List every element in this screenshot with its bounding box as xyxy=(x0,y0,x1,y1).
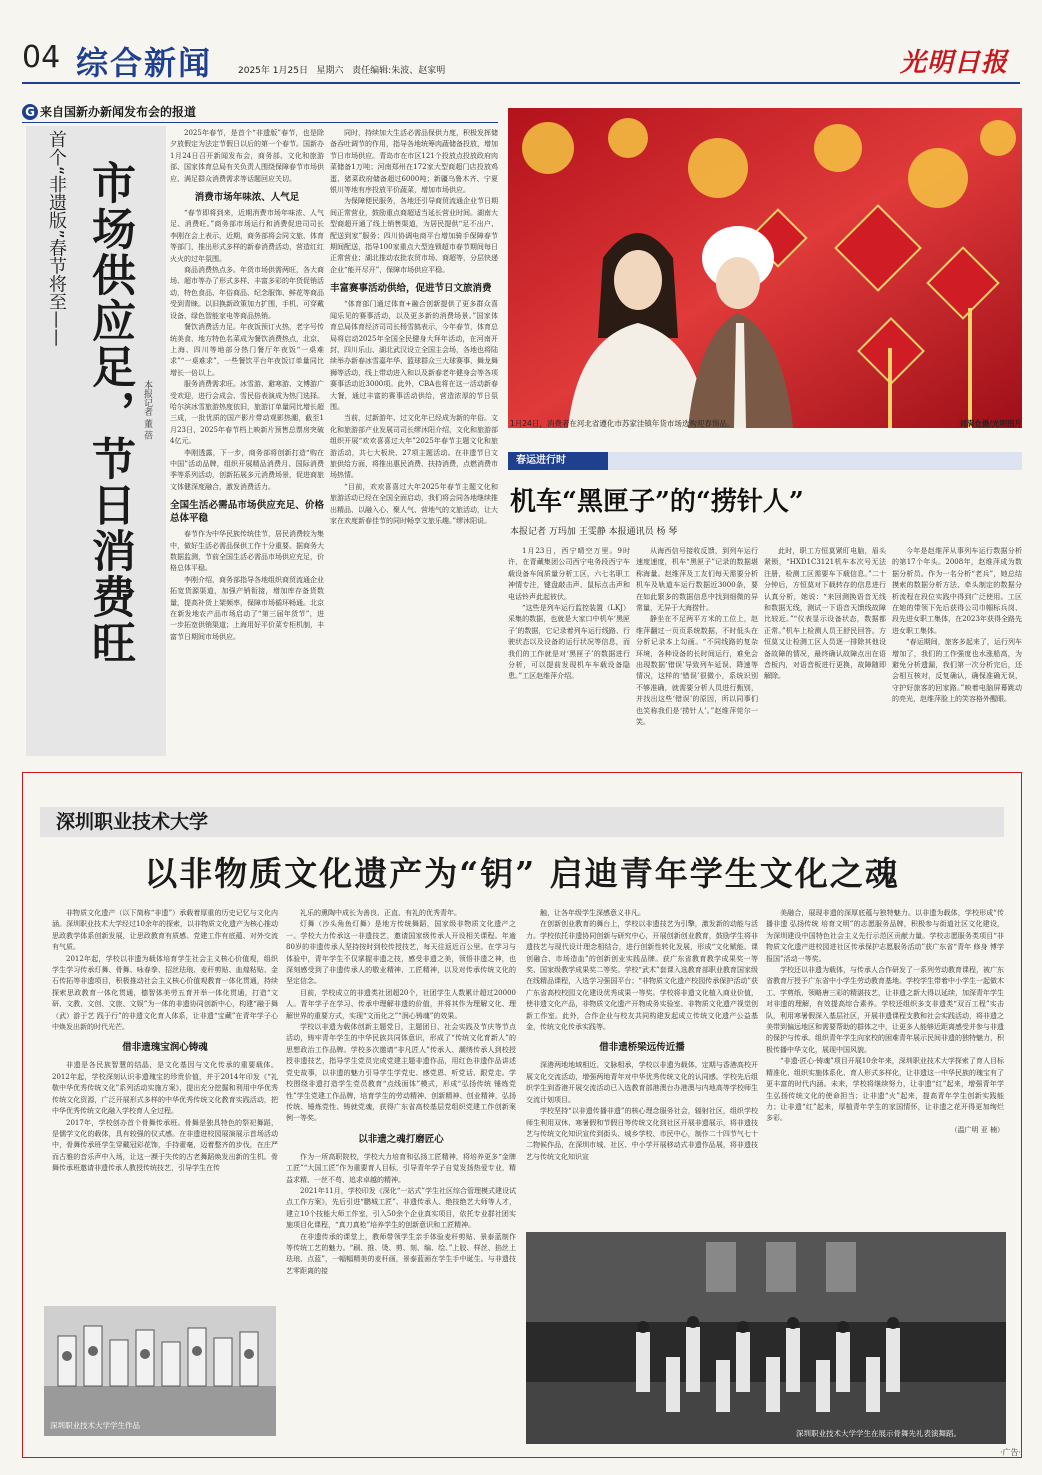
sz-column-3 xyxy=(526,908,758,1224)
header-meta xyxy=(238,63,445,76)
market-para: 服务消费需求旺。冰雪游、避寒游、文博游广受欢迎，进行会成会、雪民俗表演成为热门选择。哈尔滨冰雪旅游热度依旧，旅游订单量同比增长超三成，一批优质的国产影片带动观影热潮，截至1月23日，2025年春节档上映新片预售总票房突破4亿元。 xyxy=(170,380,324,446)
market-para: 同时，持续加大生活必需品保供力度，积极发挥储备吞吐调节的作用，指导各地统筹肉蔬储备投放，增加节日市场供应。青岛市在市区121个投放点投放政府肉菜储备1万吨；河南郑州在172家大型商超门店投放鸡蛋、猪菜政府储备超过6000吨；新疆乌鲁木齐、宁夏银川等地有序投放平价蔬菜，增加市场供应。 xyxy=(330,129,498,195)
sz-column-2 xyxy=(286,908,516,1438)
issue-weekday: 星期六 xyxy=(316,66,344,76)
market-para: 为保障便民服务，各地还引导商贸流通企业节日期间正常营业，鼓励重点商超适当延长营业时间。湖南大型商超开通了线上销售渠道，为居民提供“足不出户、配送到家”服务；四川协调电商平台增加骑手保障春节期间配送，指导100家重点大型连锁超市春节期间每日正常营业；湖北推动农批农贸市场、商超等，分层快递企业“能开尽开”，保障市场供应平稳。 xyxy=(330,197,498,274)
market-para: “体育部门通过体育+融合创新提供了更多群众喜闻乐见的赛事活动，以及更多新的消费场景。”国家体育总局体育经济司司长杨雪鸫表示，今年春节，体育总局将启动2025年全国全民健身大拜年活动，在河南开封、四川乐山、湖北武汉设立全国主会场，各地也将陆续举办新春冰雪嘉年华、篮球群众三大球赛事、舞龙舞狮等活动，线上带动进入和以及新春老年健身会等各项赛事活动近3000项。此外，CBA也将在这一活动新春大餐，通过丰富的赛事活动供给，营造浓厚的节日氛围。 xyxy=(330,300,498,411)
spring-column-4 xyxy=(892,546,1022,754)
sz-para: 触，让各年级学生深感意义非凡。 xyxy=(540,909,645,917)
sz-para: 美融合，展现非遗的深厚底蕴与独特魅力。以非遗为载体，学校形成“传播非遗 弘扬传统 培育文明”的志愿服务品牌，积极参与街道社区文化建设，为深圳建设中国特色社会主义先行示范区贡献力量。学校志愿服务类项目“非物质文化遗产进校园进社区传承保护志愿服务活动”获广东省“青年 修身 博学 报国”活动一等奖。 xyxy=(766,909,1004,963)
tag-g-icon: G xyxy=(22,104,38,120)
market-para: 商品消费热点多。年货市场供需两旺，各大商场、超市等办了形式多样、丰富多彩的年货促销活动，特色食品、年俗商品、纪念服饰、鲜花等商品受到青睐。以旧换新政策加力扩围，手机、可穿戴设备、绿色智能家电等商品热销。 xyxy=(170,266,324,320)
sz-para: 2017年，学校创办首个骨舞传承班。骨舞是独具特色的祭祀舞蹈，是儒学文化的载体，具有较强的仪式感。在非遗进校园展演展示首场活动中，骨舞传承班学生穿戴冠彩花饰，手持翟毫，迈着整齐的步伐，在庄严而古雅的音乐声中入场，让这一濒于失传的古老舞蹈焕发出新的生机。骨舞传承班邀请非遗传承人教授传统技艺，引导学生在传 xyxy=(52,1118,278,1173)
report-tag-rule xyxy=(22,122,498,123)
header-rule xyxy=(22,82,1020,84)
market-byline: 本报记者 董 蓓 xyxy=(142,380,152,440)
spring-column-3 xyxy=(764,546,886,754)
advertorial-headline: 以非物质文化遗产为“钥” 启迪青年学生文化之魂 xyxy=(144,854,900,893)
sz-subhead-2: 以非遗之魂打磨匠心 xyxy=(358,1133,444,1145)
sz-para: 在创新创业教育的舞台上，学校以非遗技艺为引擎，激发新的动能与活力。学校依托非遗协同创新与研究中心，开展创新创业教育，鼓励学生将非遗技艺与现代设计理念相结合，进行创新性转化发展，形成“文化赋能、课创融合、市场造血”的创新创业实践品牌。获广东省教育教学成果奖一等奖、国家级教学成果奖二等奖。学校“武术”套课入选教育部职业教育国家级在线精品课程，入选学习强国平台；“非物质文化遗产校园传承保护活动”获广东省高校校园文化建设优秀成果一等奖。学校将非遗文化植入商业价值，使非遗文化产品，非物质文化遗产开物成务实验室、非物质文化遗产视觉创新工作室。此外，合作企业与校友共同构建发起成立传统文化遗产公益基金，传统文化传承实践等。 xyxy=(526,920,758,1032)
crafts-illustration xyxy=(44,1306,276,1436)
market-lead: 2025年春节，是首个“非遗版”春节，也是除夕放假定为法定节假日以后的第一个春节。国新办1月24日召开新闻发布会，商务部、文化和旅游部、国家体育总局有关负责人围绕保障春节市场供应、满足群众消费需求等话题回应关切。 xyxy=(170,129,324,183)
editors: 责任编辑:朱波、赵家明 xyxy=(352,66,446,76)
sz-column-4 xyxy=(766,908,1004,1224)
sz-para: “非遗·匠心·铸魂”项目开展10余年来，深圳职业技术大学探索了育人目标精准化、组织实施体系化、育人形式多样化，让非遗这一中华民族的瑰宝有了更丰富的时代内涵。未来，学校将继续努力，让非遗“红”起来，增强青年学生弘扬传统文化的使命担当；让非遗“火”起来，提高青年学生创新实践能力；让非遗“红”起来，厚植青年学生的家国情怀，让非遗之花开得更加绚烂多彩。 xyxy=(766,1057,1004,1123)
issue-date: 2025年 1月25日 xyxy=(238,66,308,76)
market-headline: 市场供应足，节日消费旺 xyxy=(84,160,135,666)
sz-para: 学校坚持“以非遗传播非遗”的核心理念服务社会，辐射社区，组织学校师生利用双休、寒暑假和节假日等传统文化到社区开展非遗展示，将非遗技艺与传统文化知识宣传到街头、城乡学校、市民中心，制作二十四节气七十二物候作品，在深圳市城、社区、中小学开展移动式非遗作品展，将非遗技艺与传统文化知识宣 xyxy=(526,1107,758,1161)
sz-para: 2012年起，学校以非遗为载体培育学生社会主义核心价值观，组织学生学习传承灯舞、骨舞、咏春拳、招丝珐琅、麦秆剪贴、血煌粘贴、金石传拓等非遗项目，积极推动社会主义核心价值观教育一体化贯通，持续探索思政教育一体化贯通，德智体美劳五育并举一体化贯通，打造“文研、文教、文创、文旅、文娱”为一体的非遗协同创新中心，构建“融于舞（武）游于艺 践于行”的非遗文化育人体系，让非遗“宝藏”在青年学子心中焕发出新的时代光芒。 xyxy=(52,954,278,1032)
market-subhead-3: 丰富赛事活动供给，促进节日文旅消费 xyxy=(330,283,492,295)
spring-column-2 xyxy=(636,546,758,754)
photo-caption: 1月24日，消费者在河北省遵化市苏家洼镇年货市场选购迎春饰品。 xyxy=(510,419,735,428)
sz-para: 非遗是各民族智慧的结晶，是文化基因与文化传承的重要载体。2012年起，学校深刻认识非遗瑰宝的珍贵价值，并于2014年印发《“礼敬中华优秀传统文化”系列活动实施方案》，提出充分挖掘和利用中华优秀传统文化资源，广泛开展形式多样的中华优秀传统文化教育实践活动，把中华优秀传统文化融入学校育人全过程。 xyxy=(52,1061,278,1116)
university-name: 深圳职业技术大学 xyxy=(56,811,209,833)
spring-tag-band xyxy=(608,452,1022,470)
market-para: 餐饮消费活力足。年夜饭预订火热，老字号传统美食、地方特色名菜成为餐饮消费热点，北京、上海、四川等地部分热门餐厅年夜饭“一桌难求”“一桌难求”，一些餐饮平台年夜饭订单量同比增长一倍以上。 xyxy=(170,323,324,377)
report-tag-text: 来自国新办新闻发布会的报道 xyxy=(40,105,197,119)
newspaper-logo: 光明日报 xyxy=(900,48,1009,78)
sz-para: 学校还以非遗为载体，与传承人合作研发了一系列劳动教育课程，被广东省教育厅授予广东省中小学生劳动教育基地。学校学生带着中小学生一起做木工、学剪纸、领略唐三彩的精湛技艺，让非遗之新大得以延续，加深青年学生对非遗的理解，有效提高综合素养。学校还组织多支非遗类“双百工程”实击队，利用寒暑假深入基层社区，开展非遗课程支教和社会实践活动，将非遗之美带到偏远地区和需要帮助的群体之中，让更多人能够近距离感受并参与非遗的保护与传承。组织青年学生向家校的困难青年展示民间非遗的独特魅力，积极传播中华文化，展现中国风貌。 xyxy=(766,966,1004,1054)
ad-label: ·广告· xyxy=(1000,1448,1022,1457)
sz-para: 非物质文化遗产（以下简称“非遗”）承载着厚重的历史记忆与文化内涵。深圳职业技术大学经过10余年的探索，以非物质文化遗产为核心推动思政教学体系创新发展，让思政教育有质感、党建工作有底蕴、对外交流有气质。 xyxy=(52,909,278,952)
sz-subhead-1: 借非遗瑰宝润心铸魂 xyxy=(122,1042,208,1054)
spring-tag: 春运进行时 xyxy=(508,452,608,470)
sz-photo-dance xyxy=(526,1232,1006,1444)
market-para: 李刚介绍，商务部指导各地组织商贸流通企业拓宽货源渠道，加强产销衔接，增加库存备货数量，提高补货上架频率，保障市场循环畅通。北京在新发地农产品市场启动了“第三届年货节”，进一步拓宽供销渠道；上海用好平价菜专柜机制，丰富节日期间市场供应。 xyxy=(170,575,324,641)
spring-byline: 本报记者 万玛加 王雯静 本报通讯员 杨 琴 xyxy=(510,527,678,537)
sz-para: 灯舞（沙头角鱼灯舞）是地方传统舞蹈，国家级非物质文化遗产之一。学校大力传承这一非遗技艺，邀请国家级传承人开设相关课程。年逾80岁的非遗传承人坚持按时到校传授技艺，每天往返近百公里。在学习与体验中，青年学生不仅掌握非遗之技，感受非遗之美，领悟非遗之神，也深刻感受到了非遗传承人的敬业精神、工匠精神，以及对传承传统文化的坚定信念。 xyxy=(286,920,516,986)
market-subhead-2: 全国生活必需品市场供应充足、价格总体平稳 xyxy=(170,500,324,525)
market-para: 当前，过新游年、过文化年已经成为新的年俗。文化和旅游部产业发展司司长缪沐阳介绍，文化和旅游部组织开展“欢欢喜喜过大年”2025年春节主题文化和旅游活动，共七大板块、27项主题活动。在非遗节日文旅供给方面，将推出惠民消费、扶持消费，点燃消费市场热情。 xyxy=(330,414,498,480)
photo-illustration xyxy=(508,108,1022,428)
market-column-2 xyxy=(330,128,498,754)
sz-para: 目前，学校成立的非遗类社团超20个，社团学生人数累计超过20000人。青年学子在学习、传承中理解非遗的价值，并将其作为理解文化、理解世界的重要方式，实现“文而化之”“润心铸魂”的效果。 xyxy=(286,988,516,1020)
market-para: “春节即将到来，近期消费市场年味浓、人气足、消费旺。”商务部市场运行和消费促进司司长李刚在会上表示，近期，商务部将会同文旅、体育等部门，推出形式多样的新春消费活动，营造红红火火的过年氛围。 xyxy=(170,209,324,263)
sz-para: 礼乐的熏陶中成长为善良、正直、有礼的优秀青年。 xyxy=(300,909,461,917)
market-column-1 xyxy=(170,128,324,754)
market-subtitle: 首个“非遗版”春节将至—— xyxy=(46,130,67,347)
page-header xyxy=(0,0,1042,92)
sz-photo2-caption: 深圳职业技术大学学生在展示骨舞先礼表演舞蹈。 xyxy=(796,1429,961,1438)
sz-signoff: （温广明 亚 楠） xyxy=(950,1125,1004,1134)
spring-para: 今年是赵维萍从事列车运行数据分析的第17个年头。2008年，赵维萍成为数据分析员。作为一名分析“老兵”，她总结摸索的数据分析方法、牵头制定的数据分析流程在段位实践中得到广泛使用。工区在她的带领下先后获得公司巾帼标兵岗、段先进女职工集体，在2023年获得全路先进女职工集体。 xyxy=(892,547,1022,635)
sz-column-1 xyxy=(52,908,278,1296)
market-para: 李刚透露，下一步，商务部将创新打造“购在中国”活动品牌，组织开展精品消费月、国际消费季等系列活动，创新拓展多元消费场景，促进商旅文体健深度融合，激发消费活力。 xyxy=(170,448,324,491)
spring-headline: 机车“黑匣子”的“捞针人” xyxy=(510,487,804,517)
spring-para: 从海西信号接收反馈，到列车运行速度速度，机车“黑匣子”记录的数据堪称海量。赵维萍及工友们每天需要分析机车及轨道车运行数据近3000条，要在如此繁多的数据信息中找到细微的异常量，无异于大海捞针。 xyxy=(636,547,758,613)
spring-para: 1月23日，西宁晴空万里。9时许，在青藏集团公司西宁电务段西宁车载设备车间质量分析工区，六七名职工神情专注，键盘敲击声、鼠标点击声和电话铃声此起彼伏。 xyxy=(508,547,630,601)
sz-para: 学校以非遗为载体创新主题党日，主题团日、社会实践及节庆等节点活动，铸牢青年学生的中华民族共同体意识，形成了“传统文化育新人”的思想政治工作品牌。学校多次邀请“非凡匠人”传承人、潮绣传承人到校授授非遗技艺，指导学生党员完成党建主题非遗作品，用红色非遗作品讲述党史故事，以非遗的魅力引导学生学党史、感党恩、听党话、跟党走。学校围绕非遗打造学生党员教育“点线面体”模式，形成“弘扬传统 锤炼党性”学生党建工作品牌，培育学生的劳动精神、创新精神、创业精神，弘扬传统、锤炼党性、铸就党魂，获得广东省高校基层党组织党建工作创新案例一等奖。 xyxy=(286,1023,516,1123)
sz-subhead-3: 借非遗桥梁远传近播 xyxy=(599,1042,685,1054)
market-photo xyxy=(508,108,1022,428)
market-subhead-1: 消费市场年味浓、人气足 xyxy=(194,192,300,204)
spring-column-1 xyxy=(508,546,630,754)
dance-illustration xyxy=(526,1232,1006,1444)
spring-para: 此时，职工方恒莫紧盯电脑，眉头紧锁，“HXD1C3121机车本次号无法注册，检测工区需要车下载信息。”二十分钟后，方恒莫对下载转存的信息进行认真分析，她说：“来回测换语音无线和数据无线，测试一下语音天馈线故障比较近。”“仪表显示设备状态，数据都正常。”机车上检测人员王舒民回答。方恒莫又让检测工区人员逐一排除其他设备故障的情况，最终确认故障点出在语音板内，对语音板进行更换，故障随即解除。 xyxy=(764,547,886,681)
sz-photo1-caption: 深圳职业技术大学学生作品 xyxy=(50,1421,140,1430)
market-para: “目前，欢欢喜喜过大年2025年春节主题文化和旅游活动已经在全国全面启动，我们将会同各地继续推出精品、以融入心、聚人气、营地气的文旅活动，让大家在欢度新春佳节的同时畅享文旅乐趣。”缪沐阳说。 xyxy=(330,482,498,525)
sz-para: 作为一所高职院校，学校大力培育和弘扬工匠精神，将培养更多“金牌工匠”“大国工匠”作为重要育人目标，引导青年学子自觉发扬热爱专业，精益求精、一丝不苟、追求卓越的精神。 xyxy=(286,1152,516,1184)
market-para: 春节作为中华民族传统佳节，居民消费较为集中，做好生活必需品保供工作十分重要。据商务大数据监测，节前全国生活必需品市场供应充足，价格总体平稳。 xyxy=(170,530,324,573)
sz-para: 2021年11月，学校印发《深化“一站式”学生社区综合管理模式建设试点工作方案》，先后引进“鹏城工匠”、非遗传承人、绝技绝艺大师等人才，建立10个技能大师工作室，引入50余个企业真实项目，依托专业群社团实施项目化课程，“真刀真枪”培养学生的创新意识和工匠精神。 xyxy=(286,1186,516,1230)
page-number: 04 xyxy=(22,40,61,75)
sz-para: 在非遗传承的课堂上，教师带领学生亲手体验麦秆剪贴、景泰蓝制作等传统工艺的魅力。“刷、推、烫、剪、刻、编、绘、”上胶、样丝、掐丝上珐琅、点蓝”，一幅幅精美的麦秆画，景泰蓝画在学生手中诞生。与非遗技艺零距离的接 xyxy=(286,1232,516,1275)
report-tag xyxy=(22,104,342,122)
section-title: 综合新闻 xyxy=(76,44,213,82)
sz-photo-crafts xyxy=(44,1306,276,1436)
spring-para: “这些是列车运行监控装置（LKJ）采集的数据，也就是大家口中机车‘黑匣子’的数据，它记录着列车运行线路、行驶状态以及设备的运行状况等信息，而我们的工作就是对‘黑匣子’的数据进行分析，可以提前发现机车车载设备隐患。”工区赵维萍介绍。 xyxy=(508,604,630,681)
sz-para: 深港两地地域相近、文脉相承，学校以非遗为载体，定期与香港高校开展文化交流活动，增强两地青年对中华优秀传统文化的认同感。学校先后组织学生到香港开展交流活动已入选教育部港澳台办港澳与内地高等学校师生交流计划项目。 xyxy=(526,1061,758,1104)
spring-para: “春运期间，旅客多起来了，运行列车增加了，我们的工作强度也水涨船高，为避免分析遗漏，我们第一次分析完后，还会相互核对，反复确认，确保准确无误，守护好旅客的回家路。”映着电脑屏幕跳动的亮光，赵维萍脸上的笑容格外醒眼。 xyxy=(892,638,1022,704)
spring-para: 静坐在不足两平方米的工位上，赵维萍翻过一页页系统数据，不时低头在分析记录本上勾画。“不同线路的复杂环境，各种设备的长时间运行，难免会出现数据‘错误’导致列车延误、降速等情况，这样的‘错误’很微小，系统识别不够准确，就需要分析人员进行甄别，并找出这些‘错误’的原因，所以同事们也笑称我们是‘捞针人’。”赵维萍莞尔一笑。 xyxy=(636,615,758,727)
photo-credit: 刘满仓摄/光明图片 xyxy=(959,419,1022,428)
